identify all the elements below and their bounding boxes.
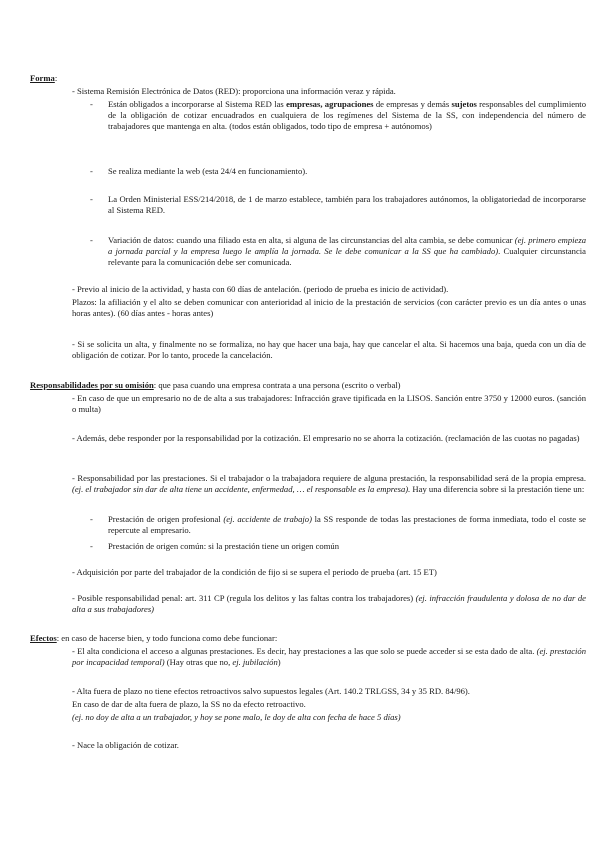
responsabilidades-heading-line: Responsabilidades por su omisión: que pasa cuando una empresa contrata a una persona (escrito o verbal): [30, 380, 401, 390]
forma-variacion-item: Variación de datos: cuando una filiado esta en alta, si alguna de las circunstancias del alta cambia, se debe comunicar (ej. primero empieza a jornada parcial y la empresa luego le amplía la jornada. Se le debe comunicar a la SS que ha cambiado). Cualquier circunstancia relevante para la comunicación debe ser comunicada.: [108, 235, 586, 267]
efectos-heading: Efectos: [30, 633, 57, 643]
efectos-condiciona: - El alta condiciona el acceso a algunas prestaciones. Es decir, hay prestaciones a las que solo se puede acceder si se esta dado de alta. (ej. prestación por incapacidad temporal) (Hay otras que no, ej. jubilación): [72, 646, 586, 667]
forma-previo: - Previo al inicio de la actividad, y hasta con 60 días de antelación. (periodo de prueba es inicio de actividad).: [72, 284, 449, 294]
forma-heading: Forma: [30, 73, 55, 83]
resp-caso: - En caso de que un empresario no de de alta a sus trabajadores: Infracción grave tipificada en la LISOS. Sanción entre 3750 y 12000 euros. (sanción o multa): [72, 393, 586, 414]
resp-penal: - Posible responsabilidad penal: art. 311 CP (regula los delitos y las faltas contra los trabajadores) (ej. infracción fraudulenta y dolosa de no dar de alta a sus trabajadores): [72, 593, 586, 614]
efectos-nace: - Nace la obligación de cotizar.: [72, 740, 179, 750]
resp-prestaciones: - Responsabilidad por las prestaciones. Si el trabajador o la trabajadora requiere de alguna prestación, la responsabilidad será de la propia empresa. (ej. el trabajador sin dar de alta tiene un accidente, enfermedad, … el responsable es la empresa). Hay una diferencia sobre si la prestación tiene un:: [72, 473, 586, 494]
bullet-dash: -: [90, 541, 93, 551]
bullet-dash: -: [90, 166, 93, 176]
forma-obligados-item: Están obligados a incorporarse al Sistema RED las empresas, agrupaciones de empresas y demás sujetos responsables del cumplimiento de la obligación de cotizar encuadrados en cualquiera de los regímenes del Sistema de la SS, con independencia del número de trabajadores que mantenga en alta. (todos están obligados, todo tipo de empresa + autónomos): [108, 99, 586, 131]
bullet-dash: -: [90, 514, 93, 524]
efectos-heading-line: Efectos: en caso de hacerse bien, y todo funciona como debe funcionar:: [30, 633, 278, 643]
forma-heading-line: Forma:: [30, 73, 58, 83]
resp-ademas: - Además, debe responder por la responsabilidad por la cotización. El empresario no se ahorra la cotización. (reclamación de las cuotas no pagadas): [72, 433, 580, 443]
bullet-dash: -: [90, 194, 93, 204]
efectos-fuera-plazo-2: En caso de dar de alta fuera de plazo, la SS no da efecto retroactivo.: [72, 699, 306, 709]
bullet-dash: -: [90, 235, 93, 245]
forma-plazos: Plazos: la afiliación y el alto se deben comunicar con anterioridad al inicio de la prestación de servicios (con carácter previo es un día antes o unas horas antes). (60 días antes - horas antes): [72, 297, 586, 318]
forma-orden-item: La Orden Ministerial ESS/214/2018, de 1 de marzo establece, también para los trabajadores autónomos, la obligatoriedad de incorporarse al Sistema RED.: [108, 194, 586, 215]
efectos-fuera-plazo-3: (ej. no doy de alta a un trabajador, y hoy se pone malo, le doy de alta con fecha de hace 5 días): [72, 712, 401, 722]
forma-solicita: - Si se solicita un alta, y finalmente no se formaliza, no hay que hacer una baja, hay que cancelar el alta. Si hacemos una baja, queda con un día de obligación de cotizar. Por lo tanto, procede la cancelación.: [72, 339, 586, 360]
forma-red-line: - Sistema Remisión Electrónica de Datos (RED): proporciona una información veraz y rápida.: [72, 86, 396, 96]
resp-profesional-item: Prestación de origen profesional (ej. accidente de trabajo) la SS responde de todas las prestaciones de forma inmediata, todo el coste se repercute al empresario.: [108, 514, 586, 535]
efectos-fuera-plazo-1: - Alta fuera de plazo no tiene efectos retroactivos salvo supuestos legales (Art. 140.2 TRLGSS, 34 y 35 RD. 84/96).: [72, 686, 470, 696]
forma-web-item: Se realiza mediante la web (esta 24/4 en funcionamiento).: [108, 166, 308, 176]
resp-adquisicion: - Adquisición por parte del trabajador de la condición de fijo si se supera el periodo de prueba (art. 15 ET): [72, 567, 437, 577]
resp-comun-item: Prestación de origen común: si la prestación tiene un origen común: [108, 541, 340, 551]
bullet-dash: -: [90, 99, 93, 109]
responsabilidades-heading: Responsabilidades por su omisión: [30, 380, 154, 390]
